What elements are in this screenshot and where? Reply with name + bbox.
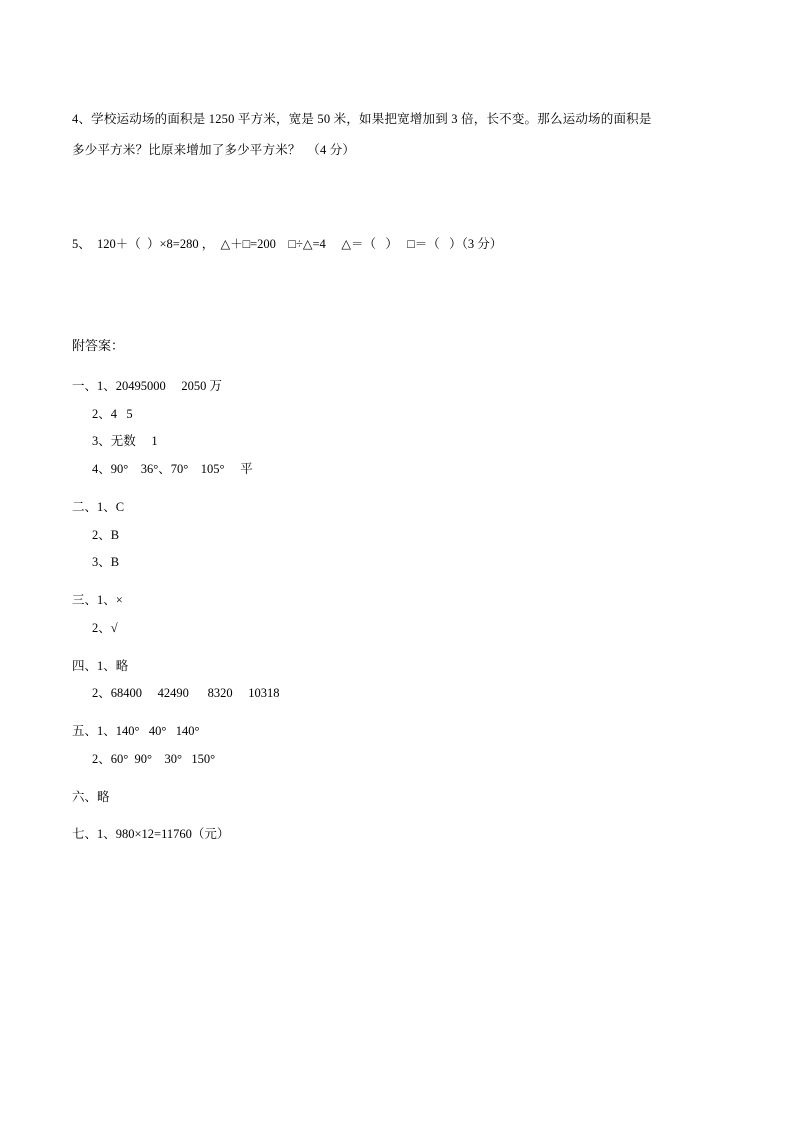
page-content <box>72 104 733 851</box>
answer-line: 2、√ <box>92 620 118 635</box>
question-4 <box>72 104 733 165</box>
answer-line: 4、90° 36°、70° 105° 平 <box>92 462 253 476</box>
group-gap <box>72 776 733 784</box>
answer-line: 一、1、20495000 2050 万 <box>72 378 223 393</box>
answer-line: 三、1、× <box>72 593 123 607</box>
answer-line: 3、B <box>92 555 120 570</box>
answer-group-2 <box>72 494 733 577</box>
answer-line: 2、68400 42490 8320 10318 <box>92 686 280 701</box>
answer-group-3 <box>72 587 733 643</box>
answer-line: 五、1、140° 40° 140° <box>72 724 200 738</box>
answer-line: 六、略 <box>72 789 110 804</box>
answer-line: 二、1、C <box>72 499 125 514</box>
answer-space-q4 <box>72 165 733 231</box>
question-5: 5、 120＋（ ）×8=280 ， △＋□=200 □÷△=4 △＝（ ） □＝（ ）（3 分） <box>72 237 503 252</box>
answer-group-5 <box>72 718 733 774</box>
answer-group-7 <box>72 821 733 849</box>
group-gap <box>72 710 733 718</box>
answer-line: 七、1、980×12=11760（元） <box>72 827 230 842</box>
answers-section-title: 附答案： <box>72 337 125 353</box>
group-gap <box>72 579 733 587</box>
answer-group-1 <box>72 373 733 484</box>
answer-line: 2、4 5 <box>92 406 133 421</box>
answer-line: 3、无数 1 <box>92 434 158 449</box>
group-gap <box>72 645 733 653</box>
question-4-line-2: 多少平方米？比原来增加了多少平方米？ （4 分） <box>72 142 356 157</box>
answer-line: 2、60° 90° 30° 150° <box>92 751 216 766</box>
group-gap <box>72 813 733 821</box>
answer-line: 四、1、略 <box>72 658 129 673</box>
answer-line: 2、B <box>92 527 120 542</box>
answer-group-6 <box>72 784 733 812</box>
group-gap <box>72 486 733 494</box>
answer-space-q5 <box>72 259 733 333</box>
question-4-line-1: 4、学校运动场的面积是 1250 平方米，宽是 50 米，如果把宽增加到 3 倍，长不变。那么运动场的面积是 <box>72 112 652 126</box>
answer-group-4 <box>72 653 733 709</box>
